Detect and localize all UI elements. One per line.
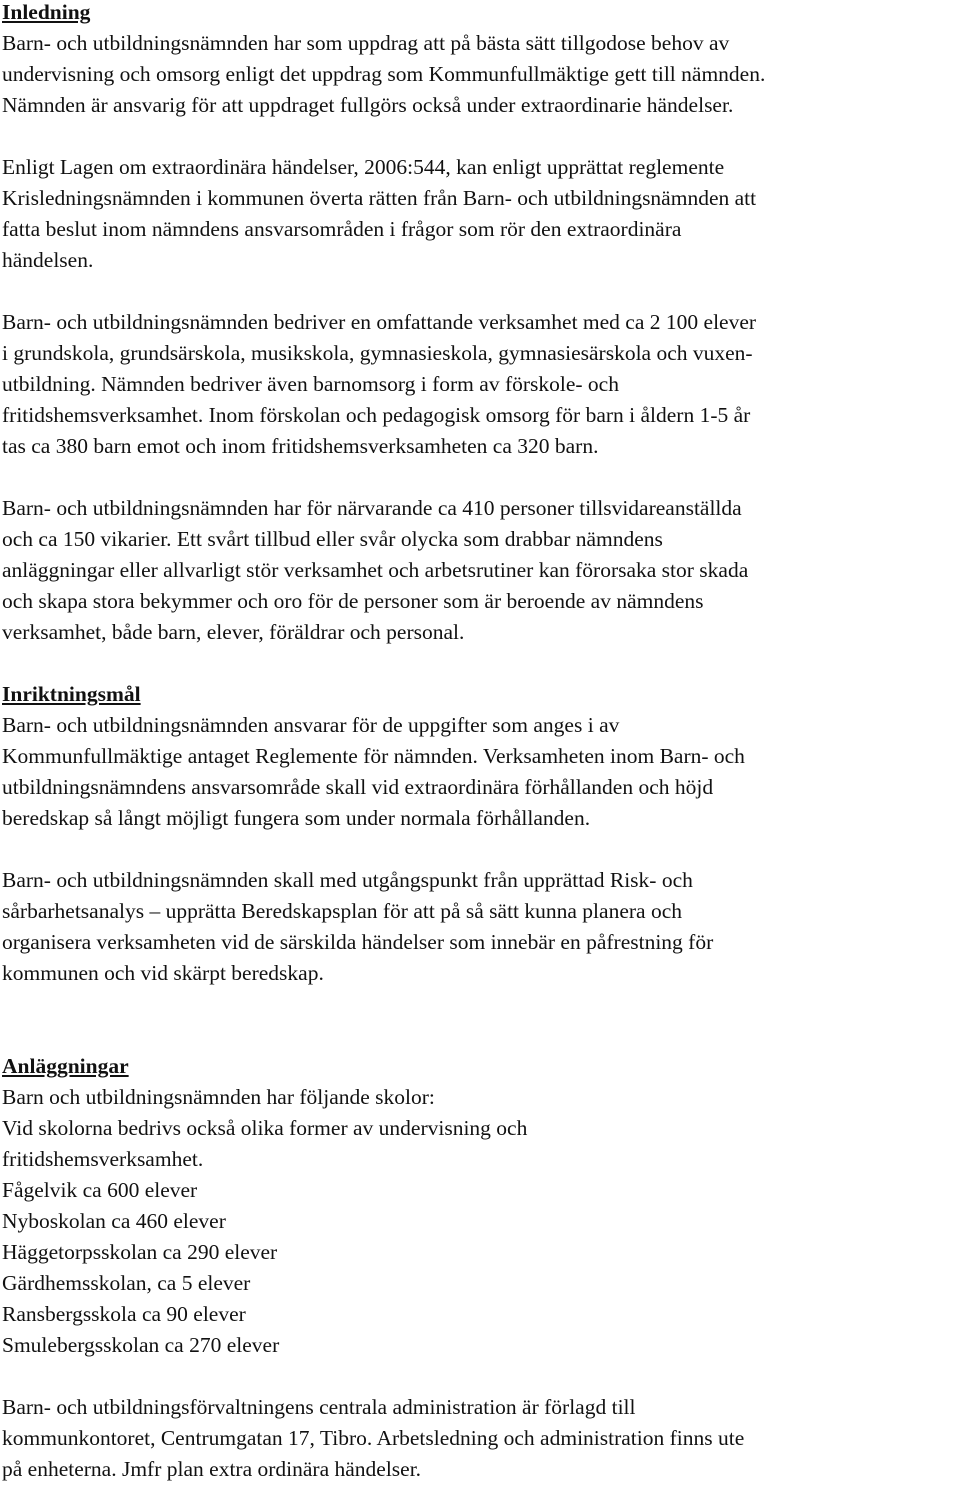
text-line: händelsen.	[2, 248, 94, 272]
text-line: och skapa stora bekymmer och oro för de personer som är beroende av nämndens	[2, 589, 704, 613]
text-line: anläggningar eller allvarligt stör verksamhet och arbetsrutiner kan förorsaka stor skada	[2, 558, 749, 582]
text-line: och ca 150 vikarier. Ett svårt tillbud eller svår olycka som drabbar nämndens	[2, 527, 663, 551]
text-line: tas ca 380 barn emot och inom fritidshemsverksamheten ca 320 barn.	[2, 434, 599, 458]
heading-inriktningsmal: Inriktningsmål	[2, 682, 141, 706]
text-line: sårbarhetsanalys – upprätta Beredskapsplan för att på så sätt kunna planera och	[2, 899, 682, 923]
section-anlaggningar	[2, 1051, 960, 1485]
school-item: Gärdhemsskolan, ca 5 elever	[2, 1271, 251, 1295]
text-line: Barn- och utbildningsnämnden bedriver en omfattande verksamhet med ca 2 100 elever	[2, 310, 757, 334]
text-line: fritidshemsverksamhet. Inom förskolan och pedagogisk omsorg för barn i åldern 1-5 år	[2, 403, 751, 427]
school-item: Nyboskolan ca 460 elever	[2, 1209, 226, 1233]
heading-anlaggningar: Anläggningar	[2, 1054, 129, 1078]
paragraph	[2, 710, 960, 834]
text-line: Kommunfullmäktige antaget Reglemente för nämnden. Verksamheten inom Barn- och	[2, 744, 745, 768]
paragraph	[2, 28, 960, 121]
text-line: Barn- och utbildningsnämnden har som uppdrag att på bästa sätt tillgodose behov av	[2, 31, 730, 55]
paragraph	[2, 1392, 960, 1485]
paragraph	[2, 865, 960, 989]
text-line: Krisledningsnämnden i kommunen överta rätten från Barn- och utbildningsnämnden att	[2, 186, 757, 210]
paragraph	[2, 152, 960, 276]
text-line: Barn och utbildningsnämnden har följande skolor:	[2, 1085, 435, 1109]
text-line: utbildning. Nämnden bedriver även barnomsorg i form av förskole- och	[2, 372, 619, 396]
text-line: Barn- och utbildningsnämnden skall med utgångspunkt från upprättad Risk- och	[2, 868, 693, 892]
text-line: kommunen och vid skärpt beredskap.	[2, 961, 324, 985]
school-item: Ransbergsskola ca 90 elever	[2, 1302, 246, 1326]
text-line: fritidshemsverksamhet.	[2, 1147, 204, 1171]
paragraph	[2, 493, 960, 648]
text-line: på enheterna. Jmfr plan extra ordinära händelser.	[2, 1457, 422, 1481]
text-line: Nämnden är ansvarig för att uppdraget fullgörs också under extraordinarie händelser.	[2, 93, 734, 117]
text-line: kommunkontoret, Centrumgatan 17, Tibro. Arbetsledning och administration finns ute	[2, 1426, 745, 1450]
text-line: Barn- och utbildningsnämnden har för närvarande ca 410 personer tillsvidareanställda	[2, 496, 742, 520]
text-line: fatta beslut inom nämndens ansvarsområden i frågor som rör den extraordinära	[2, 217, 682, 241]
section-inledning	[2, 0, 960, 648]
school-list	[2, 1175, 960, 1361]
text-line: beredskap så långt möjligt fungera som under normala förhållanden.	[2, 806, 591, 830]
text-line: Barn- och utbildningsförvaltningens centrala administration är förlagd till	[2, 1395, 636, 1419]
text-line: i grundskola, grundsärskola, musikskola, gymnasieskola, gymnasiesärskola och vuxen-	[2, 341, 753, 365]
text-line: Vid skolorna bedrivs också olika former av undervisning och	[2, 1116, 528, 1140]
heading-inledning: Inledning	[2, 0, 91, 24]
text-line: utbildningsnämndens ansvarsområde skall vid extraordinära förhållanden och höjd	[2, 775, 714, 799]
school-item: Smulebergsskolan ca 270 elever	[2, 1333, 280, 1357]
text-line: undervisning och omsorg enligt det uppdrag som Kommunfullmäktige gett till nämnden.	[2, 62, 766, 86]
school-item: Häggetorpsskolan ca 290 elever	[2, 1240, 278, 1264]
text-line: Enligt Lagen om extraordinära händelser, 2006:544, kan enligt upprättat reglemente	[2, 155, 725, 179]
section-inriktningsmal	[2, 679, 960, 989]
school-item: Fågelvik ca 600 elever	[2, 1178, 198, 1202]
paragraph	[2, 307, 960, 462]
text-line: Barn- och utbildningsnämnden ansvarar för de uppgifter som anges i av	[2, 713, 620, 737]
text-line: organisera verksamheten vid de särskilda händelser som innebär en påfrestning för	[2, 930, 714, 954]
text-line: verksamhet, både barn, elever, föräldrar och personal.	[2, 620, 465, 644]
paragraph	[2, 1082, 960, 1175]
